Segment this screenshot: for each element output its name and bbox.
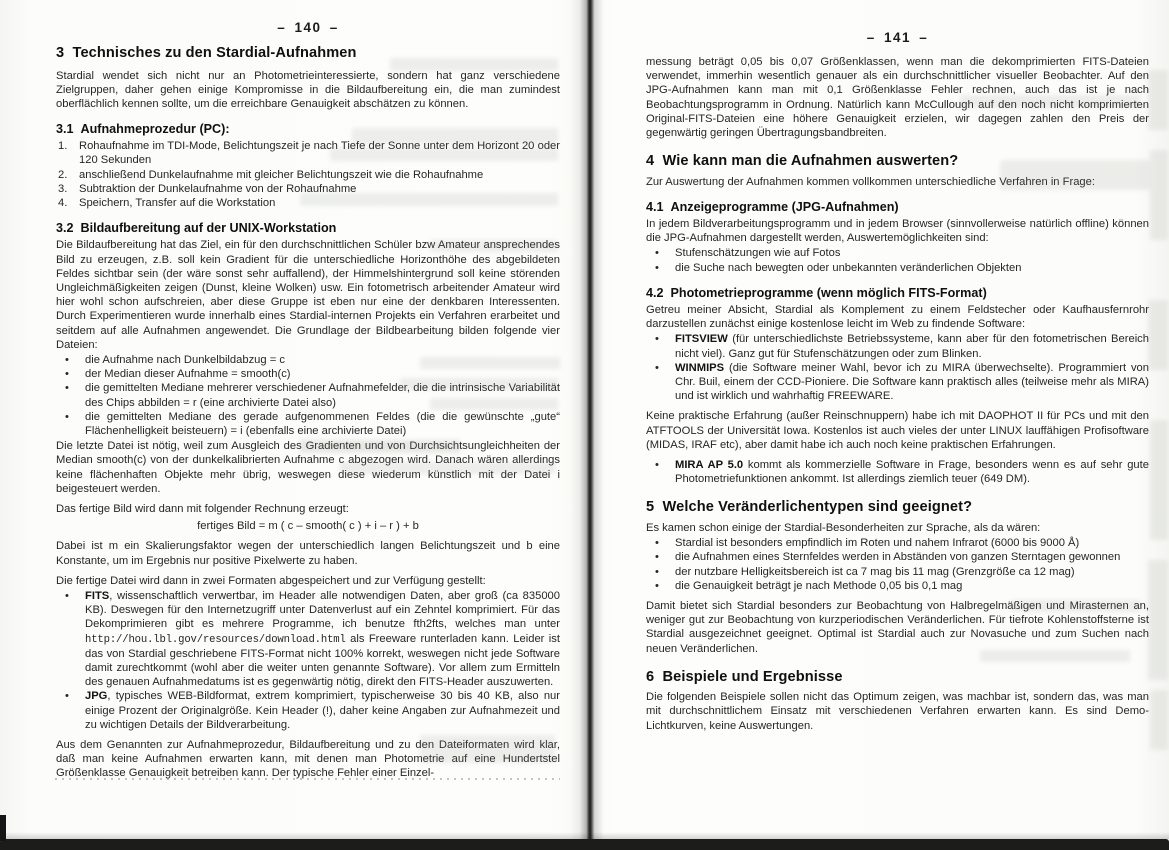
subsection-heading: 3.2 Bildaufbereitung auf der UNIX-Workstation <box>56 221 337 236</box>
list-item: • MIRA AP 5.0 kommt als kommerzielle Software in Frage, besonders wenn es auf sehr gute Photometriefunktionen ankommt. Ist allerdings ziemlich teuer (649 DM). <box>646 458 1149 486</box>
bleed-through-artifact <box>430 398 558 410</box>
section-heading: 6 Beispiele und Ergebnisse <box>646 668 843 685</box>
bleed-through-artifact <box>390 58 558 71</box>
bleed-through-artifact <box>1148 70 1168 130</box>
bleed-through-artifact <box>300 193 558 206</box>
list-item: • die gemittelten Mediane des gerade aufgenommenen Feldes (die die gewünschte „gute“ Flächenhelligkeit beisteuern) = i (ebenfalls eine archivierte Datei) <box>56 410 560 438</box>
list-item: • WINMIPS (die Software meiner Wahl, bevor ich zu MIRA überwechselte). Programmiert von Chr. Buil, einem der CCD-Pioniere. Die Software kann praktisch alles (teilweise mehr als MIRA) und ist wirklich und wahrhaftig FREEWARE. <box>646 361 1149 404</box>
list-item: • JPG, typisches WEB-Bildformat, extrem komprimiert, typischerweise 30 bis 40 KB, also nur einige Prozent der Originalgröße. Kein Header (!), daher keine Angaben zur Aufnahmezeit und zu wichtigen Details der Bildverarbeitung. <box>56 689 560 732</box>
bleed-through-artifact <box>420 735 555 763</box>
scan-bottom-edge <box>0 839 1169 850</box>
paragraph: Die letzte Datei ist nötig, weil zum Ausgleich des Gradienten und von Durchsichtsungleichheiten der Median smooth(c) von der dunkelkalibrierten Aufnahme c abgezogen wird. Danach wären allerdings keine flächenhaften Objekte mehr übrig, weswegen diese wiederum künstlich mit der Datei i beigesteuert werden. <box>56 440 560 495</box>
bleed-through-artifact <box>430 240 558 252</box>
paragraph: Die folgenden Beispiele sollen nicht das Optimum zeigen, was machbar ist, sondern das, was man mit durchschnittlichem Einsatz mit verschiedenen Verfahren erwarten kann. Es sind Demo-Lichtkurven, keine Auswertungen. <box>646 691 1149 732</box>
section-heading: 5 Welche Veränderlichentypen sind geeignet? <box>646 499 973 516</box>
bleed-through-artifact <box>352 128 558 144</box>
formula: fertiges Bild = m ( c – smooth( c ) + i – r ) + b <box>197 520 419 533</box>
list-item: • Stufenschätzungen wie auf Fotos <box>646 246 1149 260</box>
bleed-through-artifact <box>1148 560 1168 680</box>
scan-speckle-line <box>55 778 560 780</box>
bleed-through-artifact <box>1000 160 1150 190</box>
list-item: Rohaufnahme im TDI-Mode, Belichtungszeit je nach Tiefe der Sonne unter dem Horizont 20 oder 120 Sekunden <box>79 140 560 167</box>
paragraph: Keine praktische Erfahrung (außer Reinschnuppern) habe ich mit DAOPHOT II für PCs und mit den ATFTOOLS der Universität Iowa. Kostenlos ist auch vieles der unter LINUX lauffähigen Profisoftware (MIDAS, IRAF etc), aber damit habe ich auch noch keine praktischen Erfahrungen. <box>646 410 1149 451</box>
bleed-through-artifact <box>420 357 560 369</box>
bullet-list <box>646 332 1149 403</box>
paragraph: Stardial wendet sich nicht nur an Photometrieinteressierte, sondern hat ganz verschiedene Zielgruppen, daher gehen einige Kompromisse in die Bildaufbereitung ein, die man zumindest oberflächlich kennen sollte, um die erreichbare Genauigkeit abschätzen zu können. <box>56 69 560 110</box>
bleed-through-artifact <box>300 440 460 453</box>
list-item: • die Aufnahmen eines Sternfeldes werden in Abständen von ganzen Sterntagen gewonnen <box>646 550 1149 564</box>
bleed-through-artifact <box>1148 300 1168 370</box>
bleed-through-artifact <box>1150 690 1168 750</box>
list-item: • die gemittelten Mediane mehrerer verschiedener Aufnahmefelder, die die intrinsische Variabilität des Chips abbilden = r (eine archivierte Datei also) <box>56 381 560 409</box>
bleed-through-artifact <box>340 462 555 474</box>
page-141 <box>646 30 1149 733</box>
list-item: • FITSVIEW (für unterschiedlichste Betriebssysteme, kann aber für den fotometrischen Bereich nicht viel). Ganz gut für Stufenschätzungen oder zum Blinken. <box>646 332 1149 360</box>
bullet-list <box>646 458 1149 486</box>
list-item: • Stardial ist besonders empfindlich im Roten und nahem Infrarot (6000 bis 9000 Å) <box>646 536 1149 550</box>
bold-term: WINMIPS <box>675 361 725 374</box>
page-number-right: – 141 – <box>866 30 929 45</box>
subsection-heading: 4.2 Photometrieprogramme (wenn möglich FITS-Format) <box>646 285 987 300</box>
paragraph: Aus dem Genannten zur Aufnahmeprozedur, Bildaufbereitung und zu den Dateiformaten wird klar, daß man keine Aufnahmen erwarten kann, mit denen man Photometrie auf eine Hundertstel Größenklasse Genauigkeit betreiben kann. Der typische Fehler einer Einzel- <box>56 739 560 780</box>
paragraph: Damit bietet sich Stardial besonders zur Beobachtung von Halbregelmäßigen und Mirasternen an, weniger gut zur Beobachtung von kurzperiodischen Veränderlichen. Für tiefrote Kohlenstoffsterne ist Stardial ausgezeichnet geeignet. Optimal ist Stardial auch zur Novasuche und zum Suchen nach neuen Veränderlichen. <box>646 599 1149 655</box>
bullet-list <box>646 246 1149 274</box>
paragraph: Getreu meiner Absicht, Stardial als Komplement zu einem Feldstecher oder Kaufhausfernrohr darzustellen zunächst einige kostenlose leicht im Web zu findende Software: <box>646 303 1149 331</box>
url-text: http://hou.lbl.gov/resources/download.html <box>85 633 346 646</box>
binding-gutter-shadow <box>570 0 604 841</box>
list-item: • der nutzbare Helligkeitsbereich ist ca 7 mag bis 11 mag (Grenzgröße ca 12 mag) <box>646 565 1149 579</box>
paragraph: Zur Auswertung der Aufnahmen kommen vollkommen unterschiedliche Verfahren in Frage: <box>646 175 1095 188</box>
paragraph: Das fertige Bild wird dann mit folgender Rechnung erzeugt: <box>56 503 349 515</box>
scan-edge-notch <box>0 815 6 841</box>
bleed-through-artifact <box>1010 600 1140 612</box>
section-heading: 4 Wie kann man die Aufnahmen auswerten? <box>646 153 959 170</box>
list-item: • die Aufnahme nach Dunkelbildabzug = c <box>56 353 560 367</box>
list-item: • FITS, wissenschaftlich verwertbar, im Header alle notwendigen Daten, aber groß (ca 835000 KB). Deswegen für den Internetzugriff unter Datenverlust auf ein Zehntel komprimiert. Für das Dekomprimieren gibt es mehrere Programme, ich benutze fth2fts, welches man unter http://hou.lbl.gov/resources/download.html als Freeware runterladen kann. Leider ist das von Stardial geschriebene FITS-Format nicht 100% korrekt, weswegen nicht jede Software damit zurechtkommt (wohl aber die weiter unten genannte Software). Vor allem zum Ermitteln des genauen Aufnahmedatums ist es gegenwärtig nötig, direkt den FITS-Header auszuwerten. <box>56 589 560 689</box>
subsection-heading: 3.1 Aufnahmeprozedur (PC): <box>56 122 230 137</box>
list-item: Speichern, Transfer auf die Workstation <box>79 197 276 210</box>
subsection-heading: 4.1 Anzeigeprogramme (JPG-Aufnahmen) <box>646 199 899 214</box>
paragraph: Die fertige Datei wird dann in zwei Formaten abgespeichert und zur Verfügung gestellt: <box>56 574 486 587</box>
bleed-through-artifact <box>1150 420 1168 540</box>
bullet-list <box>646 536 1149 593</box>
bleed-through-artifact <box>960 95 1140 108</box>
page-number-left: – 140 – <box>277 20 339 35</box>
list-item: Subtraktion der Dunkelaufnahme von der Rohaufnahme <box>79 182 357 195</box>
list-item: • der Median dieser Aufnahme = smooth(c) <box>56 367 560 381</box>
paragraph: Dabei ist m ein Skalierungsfaktor wegen der unterschiedlich langen Belichtungszeit und b eine Konstante, um im Ergebnis nur positive Pixelwerte zu haben. <box>56 540 560 567</box>
bleed-through-artifact <box>400 378 558 390</box>
bleed-through-artifact <box>980 650 1130 662</box>
list-item: • die Genauigkeit beträgt je nach Methode 0,05 bis 0,1 mag <box>646 579 1149 593</box>
bold-term: JPG <box>85 690 108 703</box>
bold-term: FITSVIEW <box>675 333 728 346</box>
section-heading: 3 Technisches zu den Stardial-Aufnahmen <box>56 45 357 61</box>
paragraph: messung beträgt 0,05 bis 0,07 Größenklassen, wenn man die dekomprimierten FITS-Dateien verwendet, immerhin wesentlich genauer als ein durchschnittlicher visueller Beobachter. Auf den JPG-Aufnahmen kann man mit 0,1 Größenklasse Fehler rechnen, auch das ist je nach Beobachtungsprogramm in Ordnung. Natürlich kann McCullough auf den noch nicht komprimierten Original-FITS-Dateien eine höhere Genauigkeit erzielen, wir dagegen zahlen den Preis der gegenwärtig geringen Übertragungsbandbreiten. <box>646 56 1149 140</box>
page-141-body <box>646 55 1149 733</box>
paragraph: In jedem Bildverarbeitungsprogramm und in jedem Browser (sinnvollerweise natürlich offline) können die JPG-Aufnahmen dargestellt werden, Auswertemöglichkeiten sind: <box>646 218 1149 245</box>
bullet-list <box>56 589 560 732</box>
paragraph: Die Bildaufbereitung hat das Ziel, ein für den durchschnittlichen Schüler bzw Amateur ansprechendes Bild zu erzeugen, z.B. soll kein Gradient für die unterschiedliche Horizonthöhe des abgebildeten Feldes sichtbar sein (der wäre sonst sehr auffallend), der Himmelshintergrund soll keine störenden Ungleichmäßigkeiten zeigen (Dunst, kleine Wolken) usw. Ein fotometrisch arbeitender Amateur wird hier wohl schon aufschreien, aber diese Gruppe ist eben nur eine der denkbaren Interessenten. Durch Experimentieren wurde innerhalb eines Stardial-internen Projekts ein Verfahren erarbeitet und seitdem auf alle Aufnahmen angewendet. Die Grundlage der Bildbearbeitung bilden folgende vier Dateien: <box>56 239 560 351</box>
bleed-through-artifact <box>330 148 558 161</box>
list-item: anschließend Dunkelaufnahme mit gleicher Belichtungszeit wie die Rohaufnahme <box>79 168 484 181</box>
bold-term: MIRA AP 5.0 <box>675 458 744 471</box>
list-item: • die Suche nach bewegten oder unbekannten veränderlichen Objekten <box>646 261 1149 275</box>
bleed-through-artifact <box>1150 150 1168 240</box>
bold-term: FITS <box>85 590 110 603</box>
paragraph: Es kamen schon einige der Stardial-Besonderheiten zur Sprache, als da wären: <box>646 521 1041 534</box>
